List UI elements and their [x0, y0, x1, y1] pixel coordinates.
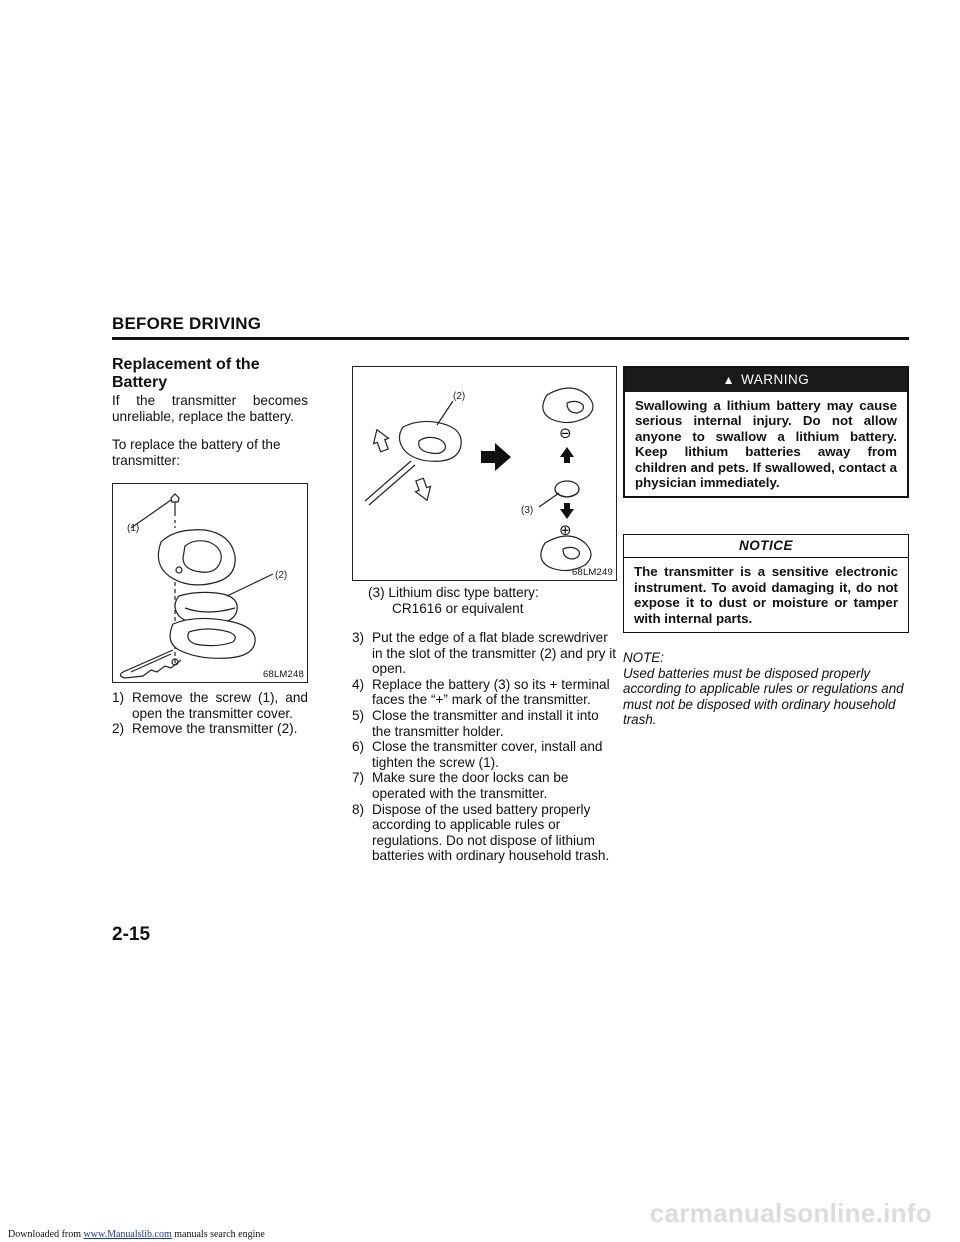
minus-terminal-mark: ⊖ [559, 424, 572, 442]
subsection-title: Replacement of the Battery [112, 356, 260, 391]
fig1-callout-1: (1) [127, 523, 140, 534]
step-text: Replace the battery (3) so its + terminal faces the “+” mark of the transmitter. [372, 676, 610, 708]
battery-replacement-illustration [353, 367, 616, 580]
list-item [352, 677, 617, 708]
step-text: Remove the transmitter (2). [132, 721, 298, 737]
fig2-callout-2: (2) [453, 391, 466, 402]
notice-box [623, 534, 909, 633]
battery-caption-line2: CR1616 or equivalent [392, 600, 524, 616]
list-item [112, 690, 308, 721]
note-block [623, 650, 909, 728]
notice-header: NOTICE [624, 535, 908, 558]
list-item [352, 739, 617, 770]
step-number: 1) [112, 690, 125, 705]
footer-link[interactable]: www.Manualslib.com [83, 1229, 172, 1240]
column-right [623, 366, 909, 728]
step-number: 2) [112, 721, 125, 737]
list-item [352, 708, 617, 739]
fig2-callout-3: (3) [521, 505, 534, 516]
step-text: Dispose of the used battery properly according to applicable rules or regulations. Do not dispose of lithium batteries with ordinary household trash. [372, 801, 610, 864]
step-number: 5) [352, 707, 365, 723]
step-text: Make sure the door locks can be operated with the transmitter. [372, 770, 569, 801]
list-item [352, 770, 617, 801]
step-text: Put the edge of a flat blade screwdriver in the slot of the transmitter (2) and pry it open. [372, 630, 617, 677]
download-footer [8, 1229, 265, 1240]
page-number: 2-15 [112, 924, 151, 945]
steps-list-left [112, 690, 308, 737]
step-number: 7) [352, 770, 365, 786]
key-disassembly-illustration [113, 484, 307, 682]
steps-list-middle [352, 630, 617, 864]
notice-text: The transmitter is a sensitive electronic instrument. To avoid damaging it, do not expose it to dust or moisture or tamper with internal parts. [634, 564, 898, 626]
note-label: NOTE: [623, 650, 664, 666]
warning-triangle-icon: ▲ [722, 373, 736, 387]
warning-header [625, 368, 907, 392]
list-item [352, 630, 617, 677]
step-number: 4) [352, 676, 365, 692]
warning-box [623, 366, 909, 498]
plus-terminal-mark: ⊕ [559, 521, 572, 539]
list-item [352, 802, 617, 864]
instruction-text: To replace the battery of the transmitter: [112, 437, 281, 468]
figure-code: 68LM248 [262, 669, 304, 680]
figure-code: 68LM249 [571, 567, 613, 578]
step-text: Remove the screw (1), and open the transmitter cover. [132, 690, 308, 721]
step-text: Close the transmitter cover, install and tighten the screw (1). [372, 739, 603, 770]
section-title: BEFORE DRIVING [112, 314, 262, 333]
step-number: 8) [352, 801, 365, 817]
column-middle [352, 366, 617, 864]
list-item [112, 721, 308, 737]
figure-key-disassembly [112, 483, 308, 683]
header-rule [112, 337, 909, 340]
warning-text: Swallowing a lithium battery may cause serious internal injury. Do not allow anyone to swallow a lithium battery. Keep lithium batteries away from children and pets. If swallowed, contact a physician immediately. [635, 398, 897, 491]
fig1-callout-2: (2) [275, 570, 288, 581]
footer-prefix: Downloaded from [8, 1229, 82, 1240]
watermark: carmanualsonline.info [649, 1198, 932, 1228]
step-text: Close the transmitter and install it into the transmitter holder. [372, 707, 599, 739]
battery-caption-line1: (3) Lithium disc type battery: [368, 585, 539, 600]
warning-label: WARNING [741, 372, 810, 387]
note-text: Used batteries must be disposed properly according to applicable rules or regulations and must not be disposed with ordinary household trash. [623, 665, 904, 728]
battery-caption [352, 585, 617, 616]
intro-paragraph: If the transmitter becomes unreliable, replace the battery. [112, 393, 308, 424]
column-left [112, 356, 308, 737]
step-number: 3) [352, 630, 365, 645]
footer-suffix: manuals search engine [174, 1229, 265, 1240]
figure-battery-replacement [352, 366, 617, 581]
step-number: 6) [352, 739, 365, 755]
